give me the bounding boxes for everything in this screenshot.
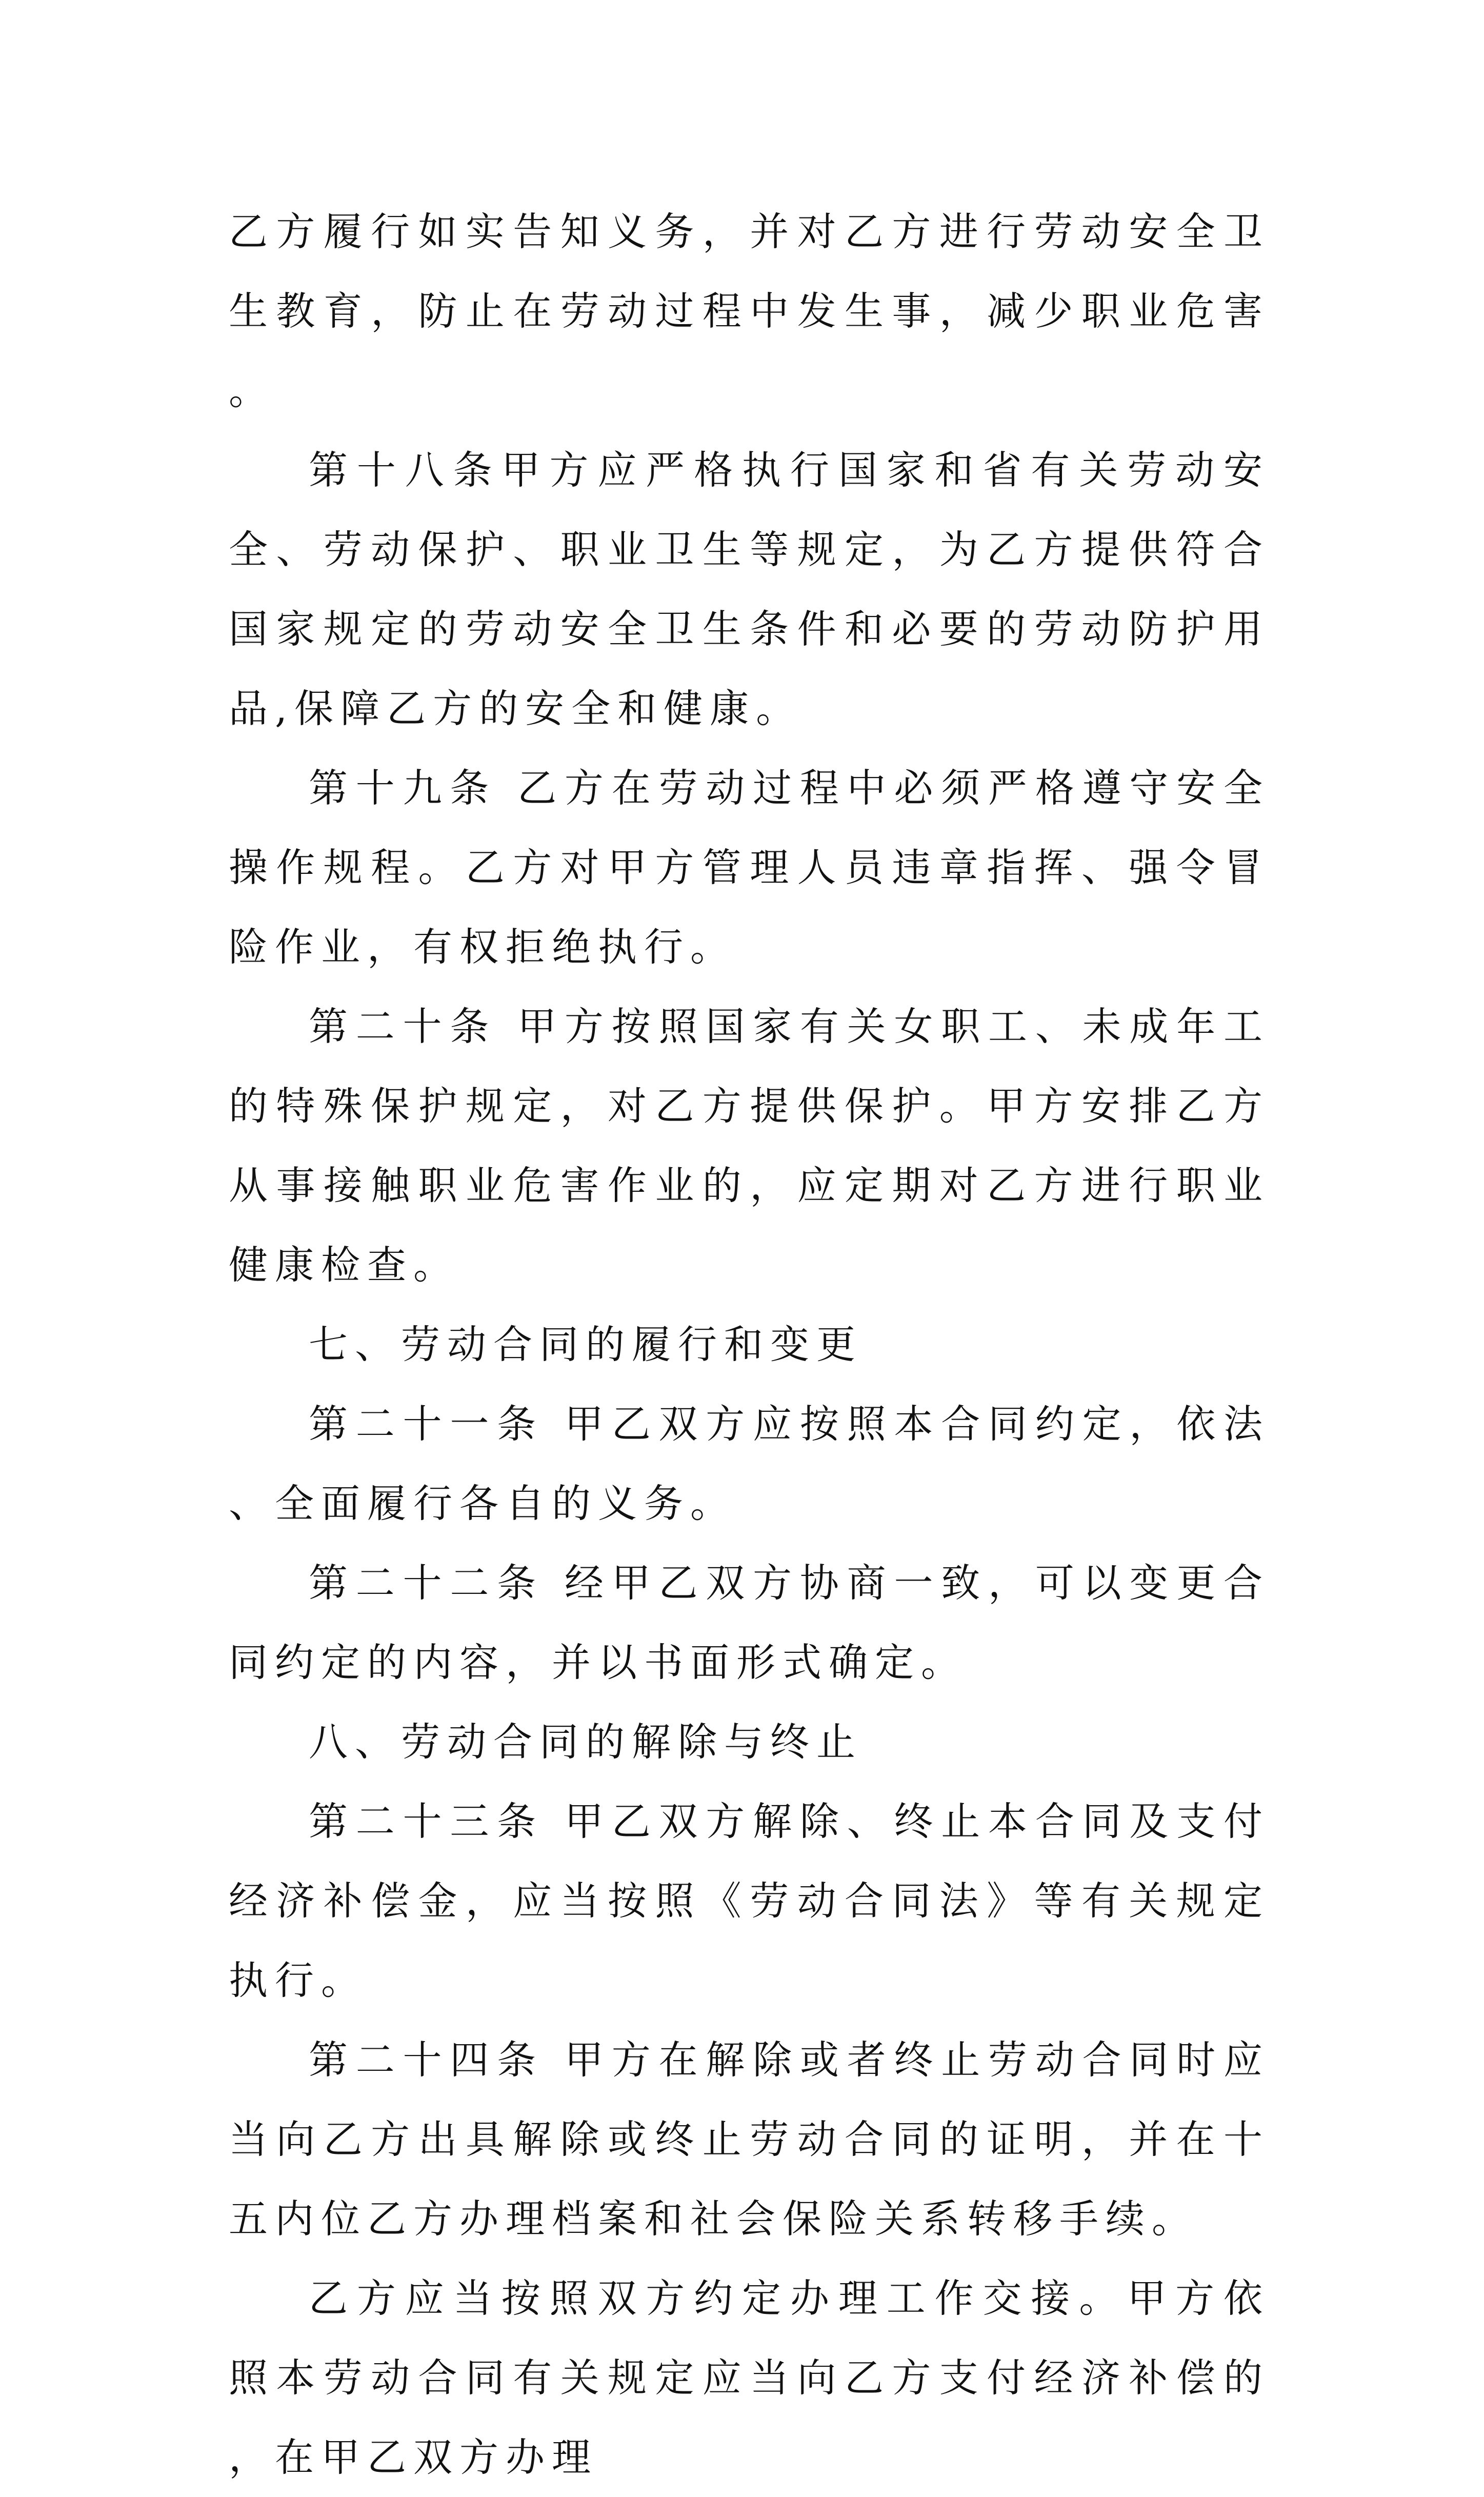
paragraph-continuation: 乙方履行如实告知义务，并对乙方进行劳动安全卫生教育，防止在劳动过程中发生事，减少职业危害。	[229, 209, 1270, 413]
paragraph-article-18: 第十八条甲方应严格执行国家和省有关劳动安全、劳动保护、职业卫生等规定，为乙方提供符合国家规定的劳动安全卫生条件和必要的劳动防护用品,保障乙方的安全和健康。	[229, 447, 1270, 731]
document-body	[229, 192, 1270, 2497]
section-heading-7: 七、劳动合同的履行和变更	[309, 1322, 863, 1367]
paragraph-article-21: 第二十一条 甲乙双方应按照本合同约定，依法、全面履行各自的义务。	[229, 1401, 1270, 1526]
paragraph-article-19: 第十九条 乙方在劳动过程中必须严格遵守安全操作规程。乙方对甲方管理人员违章指挥、强令冒险作业，有权拒绝执行。	[229, 765, 1270, 970]
paragraph-article-24: 第二十四条 甲方在解除或者终止劳动合同时应当向乙方出具解除或终止劳动合同的证明，并在十五内位乙方办理档案和社会保险关系转移手续。	[229, 2037, 1270, 2242]
paragraph-handover: 乙方应当按照双方约定办理工作交接。甲方依照本劳动合同有关规定应当向乙方支付经济补偿的，在甲乙双方办理	[229, 2275, 1270, 2480]
section-heading-8: 八、劳动合同的解除与终止	[309, 1719, 863, 1765]
paragraph-article-23: 第二十三条 甲乙双方解除、终止本合同及支付经济补偿金，应当按照《劳动合同法》等有关规定执行。	[229, 1799, 1270, 2003]
paragraph-article-22: 第二十二条 经甲乙双方协商一致，可以变更合同约定的内容，并以书面形式确定。	[229, 1560, 1270, 1685]
paragraph-article-20: 第二十条 甲方按照国家有关女职工、未成年工的特殊保护规定，对乙方提供保护。甲方安排乙方从事接触职业危害作业的，应定期对乙方进行职业健康检查。	[229, 1004, 1270, 1288]
